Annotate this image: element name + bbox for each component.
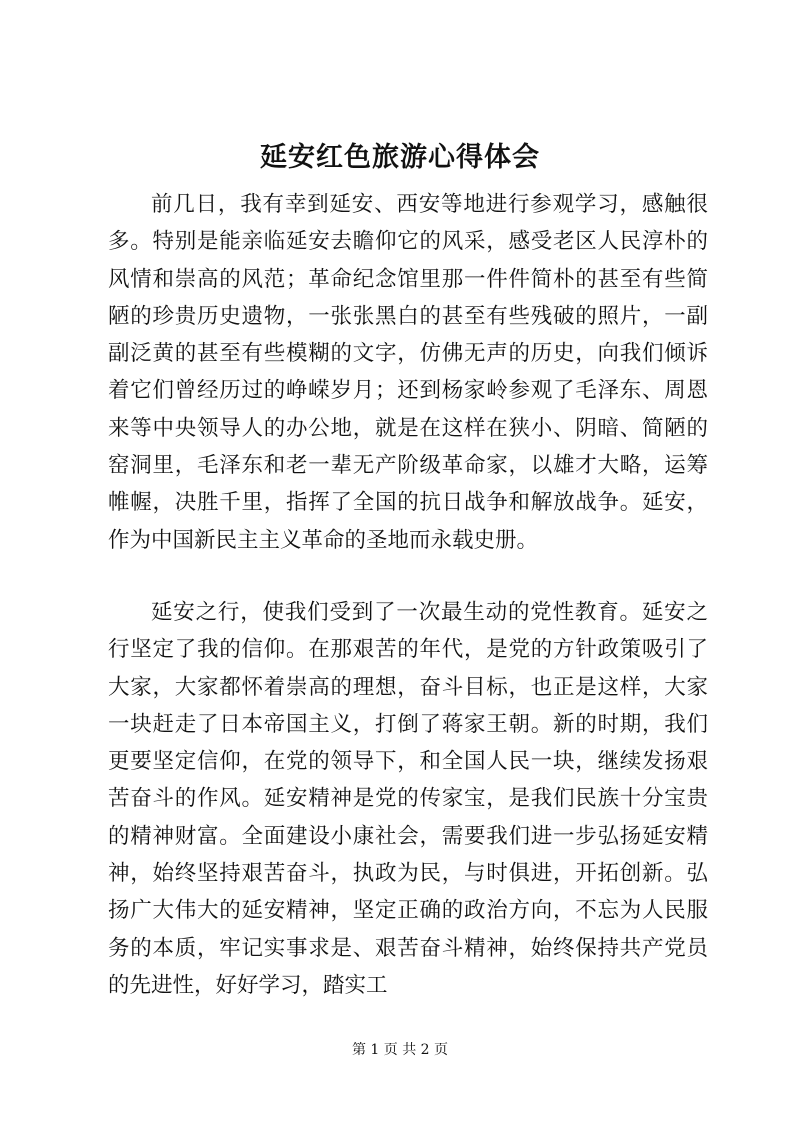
document-title: 延安红色旅游心得体会: [260, 142, 540, 173]
paragraph-1: 前几日，我有幸到延安、西安等地进行参观学习，感触很多。特别是能亲临延安去瞻仰它的风采，感受老区人民淳朴的风情和崇高的风范；革命纪念馆里那一件件简朴的甚至有些简陋的珍贵历史遗物，一张张黑白的甚至有些残破的照片，一副副泛黄的甚至有些模糊的文字，仿佛无声的历史，向我们倾诉着它们曾经历过的峥嵘岁月；还到杨家岭参观了毛泽东、周恩来等中央领导人的办公地，就是在这样在狭小、阴暗、简陋的窑洞里，毛泽东和老一辈无产阶级革命家，以雄才大略，运筹帷幄，决胜千里，指挥了全国的抗日战争和解放战争。延安，作为中国新民主主义革命的圣地而永载史册。: [108, 192, 708, 553]
paragraph-2: 延安之行，使我们受到了一次最生动的党性教育。延安之行坚定了我的信仰。在那艰苦的年代，是党的方针政策吸引了大家，大家都怀着崇高的理想，奋斗目标，也正是这样，大家一块赶走了日本帝国主义，打倒了蒋家王朝。新的时期，我们更要坚定信仰，在党的领导下，和全国人民一块，继续发扬艰苦奋斗的作风。延安精神是党的传家宝，是我们民族十分宝贵的精神财富。全面建设小康社会，需要我们进一步弘扬延安精神，始终坚持艰苦奋斗，执政为民，与时俱进，开拓创新。弘扬广大伟大的延安精神，坚定正确的政治方向，不忘为人民服务的本质，牢记实事求是、艰苦奋斗精神，始终保持共产党员的先进性，好好学习，踏实工: [108, 600, 708, 998]
page-footer: 第 1 页 共 2 页: [351, 1042, 449, 1058]
